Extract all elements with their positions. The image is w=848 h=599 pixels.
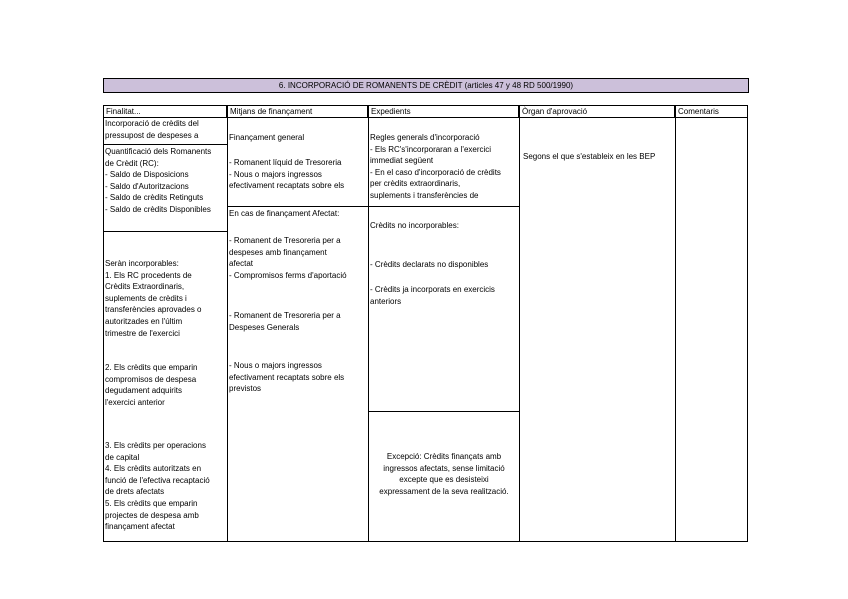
expedients-block-2 — [370, 220, 459, 232]
text-line: 5. Els crèdits que emparin — [105, 498, 198, 508]
expedients-block-3 — [370, 259, 488, 271]
text-line: per crèdits extraordinaris, — [370, 179, 461, 189]
text-line: suplements de crèdits i — [105, 293, 187, 303]
text-line: 3. Els crèdits per operacions — [105, 441, 206, 450]
finalitat-block-1 — [105, 118, 199, 141]
text-line: - Romanent de Tresoreria per a — [229, 311, 341, 320]
text-line: Crèdits no incorporables: — [370, 221, 459, 230]
text-line: funció de l'efectiva recaptació — [105, 475, 210, 485]
text-line: anteriors — [370, 296, 402, 306]
financament-block-2 — [229, 157, 344, 192]
text-line: - En el caso d'incorporació de crèdits — [370, 167, 501, 177]
text-line: Regles generals d'incorporació — [370, 133, 480, 142]
header-expedients: Expedients — [368, 105, 519, 118]
text-line: autoritzades en l'últim — [105, 316, 183, 326]
text-line: expressament de la seva realització. — [379, 486, 509, 496]
text-line: excepte que es desisteixi — [399, 475, 489, 485]
text-line: Incorporació de crèdits del — [105, 119, 199, 128]
expedients-block-1 — [370, 132, 501, 202]
expedients-block-5 — [369, 451, 519, 497]
text-line: - Saldo d'Autoritzacions — [105, 181, 189, 191]
text-line: 4. Els crèdits autoritzats en — [105, 464, 202, 474]
column-divider — [519, 117, 520, 542]
text-line: previstos — [229, 384, 262, 394]
text-line: afectat — [229, 259, 254, 269]
text-line: l'exercici anterior — [105, 397, 165, 407]
expedients-block-4 — [370, 284, 495, 307]
financament-block-5 — [229, 310, 341, 333]
text-line: finançament afectat — [105, 522, 175, 532]
column-divider — [675, 117, 676, 542]
text-line: trimestre de l'exercici — [105, 328, 180, 338]
text-line: 1. Els RC procedents de — [105, 270, 192, 280]
text-line: - Compromisos ferms d'aportació — [229, 270, 347, 280]
organ-block-1 — [523, 151, 655, 163]
text-line: - Crèdits ja incorporats en exercicis — [370, 285, 495, 294]
finalitat-block-5 — [105, 440, 210, 533]
text-line: - Saldo de crèdits Retinguts — [105, 193, 204, 203]
financament-block-4 — [229, 235, 347, 281]
row-divider — [103, 231, 227, 232]
column-divider — [227, 117, 228, 542]
text-line: - Saldo de Disposicions — [105, 170, 189, 180]
text-line: ingressos afectats, sense limitació — [383, 463, 505, 473]
text-line: En cas de finançament Afectat: — [229, 209, 340, 218]
text-line: de capital — [105, 452, 140, 462]
text-line: - Saldo de crèdits Disponibles — [105, 204, 211, 214]
financament-block-6 — [229, 360, 344, 395]
text-line: Seràn incorporables: — [105, 259, 179, 268]
text-line: immediat següent — [370, 156, 434, 166]
header-organ-aprovacio: Òrgan d'aprovació — [519, 105, 675, 118]
text-line: 2. Els crèdits que emparin — [105, 363, 198, 372]
text-line: Quantificació dels Romanents — [105, 147, 212, 156]
text-line: de Crèdit (RC): — [105, 158, 159, 168]
text-line: Crèdits Extraordinaris, — [105, 282, 185, 292]
section-title: 6. INCORPORACIÓ DE ROMANENTS DE CRÈDIT (articles 47 y 48 RD 500/1990) — [103, 78, 749, 93]
text-line: - Crèdits declarats no disponibles — [370, 260, 489, 269]
header-mitjans-financament: Mitjans de finançament — [227, 105, 368, 118]
text-line: Segons el que s'estableix en les BEP — [523, 152, 656, 161]
text-line: degudament adquirits — [105, 386, 182, 396]
text-line: suplements i transferències de — [370, 190, 479, 200]
finalitat-block-2 — [105, 146, 211, 216]
text-line: Excepció: Crèdits finançats amb — [386, 452, 502, 461]
text-line: efectivament recaptats sobre els — [229, 372, 345, 382]
row-divider — [227, 206, 368, 207]
text-line: - Els RC's'incorporaran a l'exercici — [370, 144, 492, 154]
row-divider — [368, 206, 519, 207]
text-line: - Romanent líquid de Tresoreria — [229, 158, 342, 167]
header-comentaris: Comentaris — [675, 105, 748, 118]
text-line: - Nous o majors ingressos — [229, 169, 322, 179]
text-line: - Romanent de Tresoreria per a — [229, 236, 341, 245]
text-line: pressupost de despeses a — [105, 130, 199, 140]
header-finalitat: Finalitat... — [103, 105, 227, 118]
finalitat-block-4 — [105, 362, 198, 408]
text-line: compromisos de despesa — [105, 374, 197, 384]
text-line: transferències aprovades o — [105, 305, 202, 315]
text-line: efectivament recaptats sobre els — [229, 181, 345, 191]
text-line: de drets afectats — [105, 487, 165, 497]
financament-block-1 — [229, 132, 304, 144]
text-line: Despeses Generals — [229, 322, 300, 332]
text-line: - Nous o majors ingressos — [229, 361, 322, 370]
financament-block-3 — [229, 208, 339, 220]
text-line: Finançament general — [229, 133, 305, 142]
row-divider — [103, 144, 227, 145]
text-line: projectes de despesa amb — [105, 510, 199, 520]
text-line: despeses amb finançament — [229, 247, 327, 257]
finalitat-block-3 — [105, 258, 202, 339]
row-divider — [368, 411, 519, 412]
